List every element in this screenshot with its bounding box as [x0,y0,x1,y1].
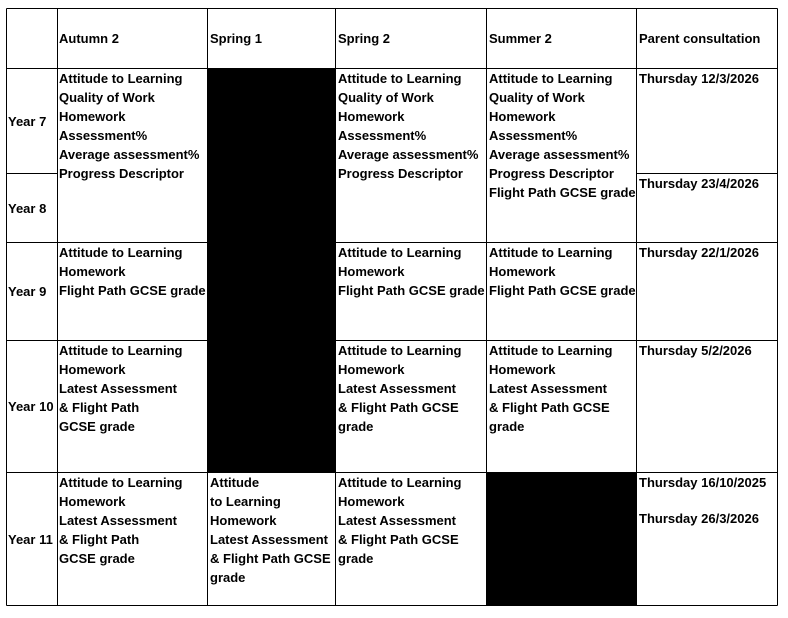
y10-parent-date: Thursday 5/2/2026 [639,343,752,358]
y9-summer2-cell [489,243,636,300]
cell-line: Homework [210,513,277,528]
cell-line: Homework [338,109,405,124]
cell-line: Quality of Work [59,90,155,105]
cell-line: & Flight Path GCSE [210,551,331,566]
cell-line: to Learning [210,494,281,509]
header-spring-1 [210,9,334,68]
cell-line: Assessment% [59,128,148,143]
year-11-label: Year 11 [8,531,53,547]
y78-summer2-cell [489,69,636,202]
cell-line: & Flight Path GCSE [338,400,459,415]
cell-line: & Flight Path GCSE [338,532,459,547]
cell-line: Attitude to Learning [338,71,462,86]
year-8-label: Year 8 [8,200,47,216]
cell-line: & Flight Path GCSE [489,400,610,415]
header-parent-consultation-label: Parent consultation [639,31,761,46]
cell-line: Homework [338,494,405,509]
header-autumn-2 [59,9,206,68]
cell-line: Latest Assessment [210,532,329,547]
y78-spring2-cell [338,69,486,183]
y10-autumn2-cell [59,341,207,436]
y7-parent-date: Thursday 12/3/2026 [639,71,759,86]
cell-line: Latest Assessment [59,381,178,396]
header-summer-2 [489,9,635,68]
cell-line: Homework [59,362,126,377]
y11-spring1-cell [210,473,336,587]
y78-autumn2-cell [59,69,207,183]
cell-line: Assessment% [338,128,427,143]
header-spring-2 [338,9,485,68]
cell-line: Average assessment% [59,147,200,162]
cell-line: Attitude to Learning [338,245,462,260]
cell-line: Attitude to Learning [59,343,183,358]
cell-line: Assessment% [489,128,578,143]
cell-line: Average assessment% [338,147,479,162]
cell-line: Attitude to Learning [489,245,613,260]
cell-line: Progress Descriptor [338,166,463,181]
y9-parent-date: Thursday 22/1/2026 [639,245,759,260]
cell-line: Homework [59,264,126,279]
cell-line: Homework [59,109,126,124]
cell-line: & Flight Path [59,400,140,415]
cell-line: Attitude to Learning [59,245,183,260]
cell-line: Homework [338,362,405,377]
y10-summer2-cell [489,341,636,436]
cell-line: Average assessment% [489,147,630,162]
cell-line: Attitude to Learning [489,71,613,86]
cell-line: Latest Assessment [59,513,178,528]
cell-line: Latest Assessment [338,513,457,528]
cell-line: Homework [338,264,405,279]
year-10-label: Year 10 [8,399,54,414]
header-autumn-2-label: Autumn 2 [59,31,119,46]
cell-line: grade [338,551,374,566]
cell-line: Flight Path GCSE grade [489,283,636,298]
y9-spring2-cell [338,243,486,300]
year-7-label: Year 7 [8,113,47,129]
cell-line: Quality of Work [489,90,585,105]
y9-autumn2-cell [59,243,207,300]
year-9-label: Year 9 [8,284,47,299]
cell-line: grade [210,570,246,585]
y11-parent-date-2: Thursday 26/3/2026 [639,511,759,526]
y11-spring2-cell [338,473,486,568]
cell-line: & Flight Path [59,532,140,547]
cell-line: Attitude to Learning [338,343,462,358]
cell-line: Progress Descriptor [59,166,184,181]
cell-line: Latest Assessment [338,381,457,396]
cell-line: Flight Path GCSE grade [489,185,636,200]
cell-line: GCSE grade [59,551,135,566]
header-spring-1-label: Spring 1 [210,31,263,46]
cell-line: Homework [489,109,556,124]
cell-line: Attitude to Learning [59,71,183,86]
header-summer-2-label: Summer 2 [489,31,552,46]
cell-line: Attitude to Learning [59,475,183,490]
cell-line: grade [338,419,374,434]
cell-line: Flight Path GCSE grade [338,283,485,298]
cell-line: Homework [59,494,126,509]
header-parent-consultation [639,9,777,68]
cell-line: Latest Assessment [489,381,608,396]
y11-parent-date-1: Thursday 16/10/2025 [639,475,767,490]
y8-parent-date: Thursday 23/4/2026 [639,176,759,191]
cell-line: GCSE grade [59,419,135,434]
cell-line: grade [489,419,525,434]
cell-line: Homework [489,264,556,279]
cell-line: Progress Descriptor [489,166,614,181]
header-spring-2-label: Spring 2 [338,31,391,46]
y10-spring2-cell [338,341,486,436]
cell-line: Attitude to Learning [338,475,462,490]
cell-line: Attitude [210,475,260,490]
cell-line: Homework [489,362,556,377]
cell-line: Flight Path GCSE grade [59,283,206,298]
y11-autumn2-cell [59,473,207,568]
cell-line: Quality of Work [338,90,434,105]
cell-line: Attitude to Learning [489,343,613,358]
